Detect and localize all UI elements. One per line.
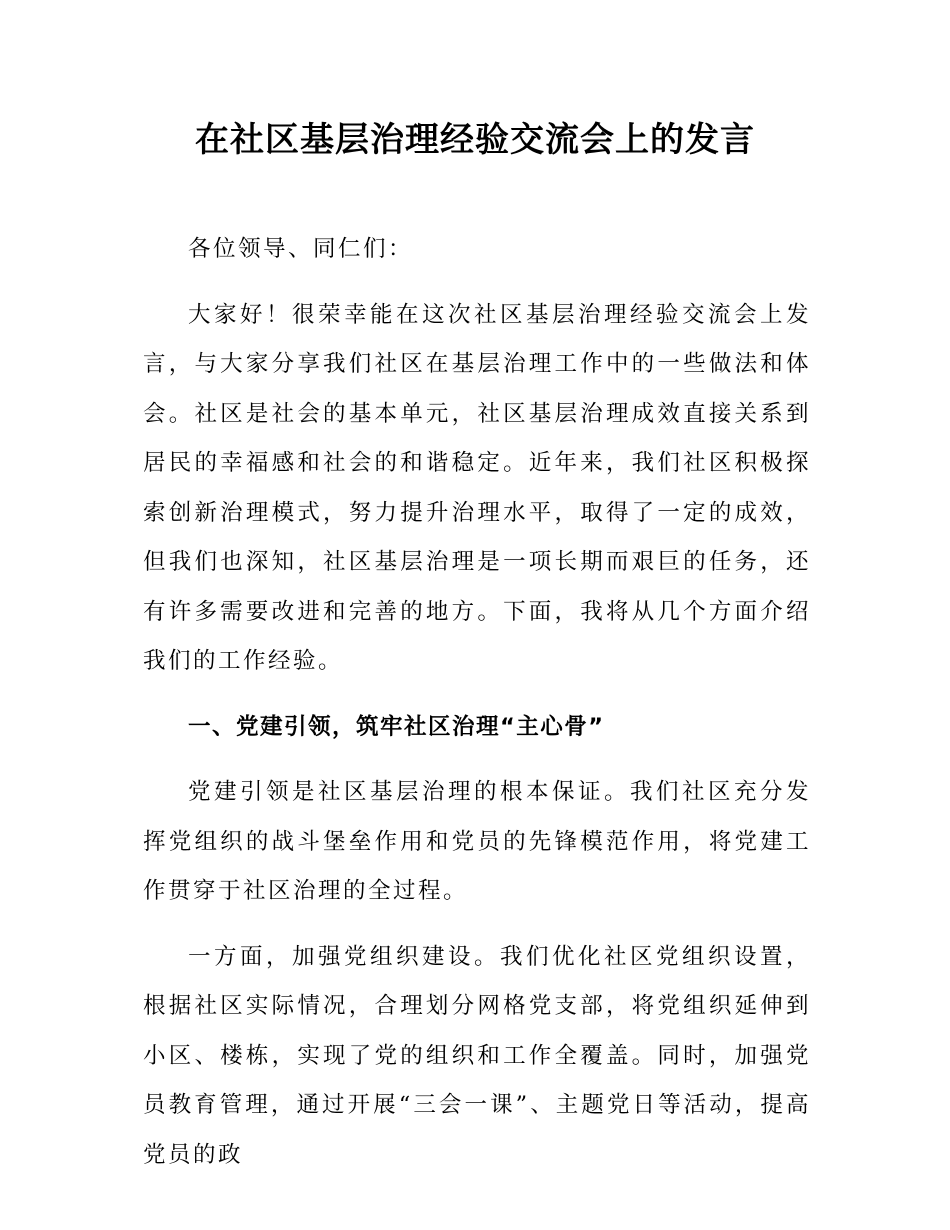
salutation: 各位领导、同仁们： [188,236,414,262]
document-title: 在社区基层治理经验交流会上的发言 [195,120,755,160]
section-heading: 一、党建引领，筑牢社区治理“主心骨” [188,713,605,740]
document-body [143,225,811,1196]
body-paragraph: 大家好！很荣幸能在这次社区基层治理经验交流会上发言，与大家分享我们社区在基层治理工作中的一些做法和体会。社区是社会的基本单元，社区基层治理成效直接关系到居民的幸福感和社会的和谐稳定。近年来，我们社区积极探索创新治理模式，努力提升治理水平，取得了一定的成效，但我们也深知，社区基层治理是一项长期而艰巨的任务，还有许多需要改进和完善的地方。下面，我将从几个方面介绍我们的工作经验。 [143,301,811,674]
body-paragraph: 党建引领是社区基层治理的根本保证。我们社区充分发挥党组织的战斗堡垒作用和党员的先锋模范作用，将党建工作贯穿于社区治理的全过程。 [143,779,811,904]
body-paragraph: 一方面，加强党组织建设。我们优化社区党组织设置，根据社区实际情况，合理划分网格党支部，将党组织延伸到小区、楼栋，实现了党的组织和工作全覆盖。同时，加强党员教育管理，通过开展“三会一课”、主题党日等活动，提高党员的政 [143,943,811,1168]
